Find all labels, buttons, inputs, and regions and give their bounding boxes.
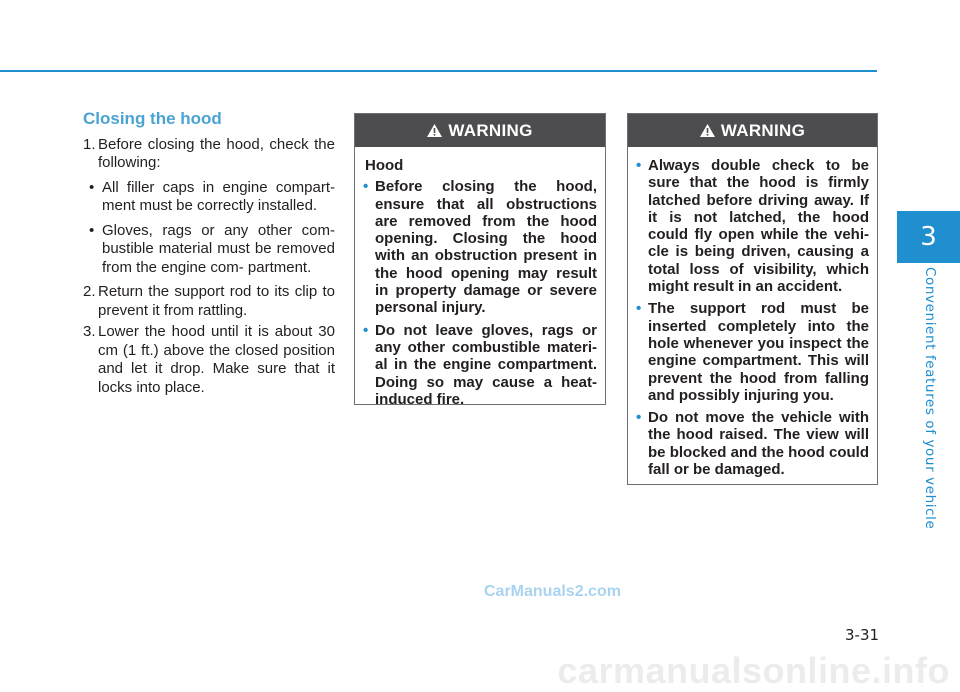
step-number: 1. [83, 135, 96, 153]
warning-triangle-icon [427, 124, 442, 137]
bullet-icon: • [636, 409, 642, 427]
warning-bullet [636, 409, 869, 478]
carmanuals-link[interactable]: CarManuals2.com [484, 583, 621, 600]
substep-text: Gloves, rags or any other com- bustible material must be removed from the engine com- partment. [102, 221, 335, 276]
bullet-icon: • [636, 300, 642, 318]
warning-label: WARNING [448, 120, 533, 140]
step-number: 2. [83, 283, 96, 300]
chapter-title: Convenient features of your vehicle [922, 267, 938, 530]
top-rule [0, 70, 877, 72]
chapter-number-tab: 3 [897, 211, 960, 263]
substep [89, 179, 335, 216]
warning-bullet [363, 322, 597, 408]
step-3 [83, 323, 335, 397]
warning-bullet [636, 157, 869, 295]
warning-label: WARNING [720, 120, 806, 140]
step-number: 3. [83, 323, 96, 340]
step-text: Before closing the hood, check the following: [98, 135, 335, 171]
warning-subheading: Hood [365, 157, 404, 174]
warning-header [355, 114, 605, 147]
section-heading: Closing the hood [83, 109, 222, 128]
bullet-icon: • [89, 221, 95, 239]
warning-bullet-text: Do not move the vehicle with the hood raised. The view will be blocked and the hood could fall or be damaged. [648, 409, 869, 479]
warning-triangle-icon [700, 124, 715, 137]
step-text: Lower the hood until it is about 30 cm (1 ft.) above the closed position and let it drop. Make sure that it locks into place. [98, 323, 335, 396]
warning-header [628, 114, 877, 147]
warning-bullet [636, 300, 869, 404]
warning-box-hood [354, 113, 606, 408]
warning-bullet-text: The support rod must be inserted completely into the hole whenever you inspect the engine compartment. This will prevent the hood from falling and possibly injuring you. [648, 300, 869, 404]
substep [89, 222, 335, 278]
bullet-icon: • [89, 178, 95, 196]
closing-hood-section [83, 110, 335, 400]
bullet-icon: • [363, 178, 369, 196]
warning-bullet-text: Before closing the hood, ensure that all obstructions are removed from the hood opening. Closing the hood with an obstruction present in the hood opening may result in property damage or severe personal injury. [375, 178, 597, 317]
bullet-icon: • [636, 157, 642, 174]
warning-body [628, 147, 877, 491]
warning-bullet [363, 178, 597, 316]
step-1 [83, 136, 335, 173]
substep-text: All filler caps in engine compart- ment must be correctly installed. [102, 178, 335, 214]
bullet-icon: • [363, 321, 369, 339]
step-2 [83, 283, 335, 320]
warning-bullet-text: Do not leave gloves, rags or any other combustible materi- al in the engine compartment. Doing so may cause a heat- induced fire. [375, 321, 597, 408]
warning-body [355, 147, 605, 421]
warning-box-hood-latch [627, 113, 878, 485]
step-text: Return the support rod to its clip to prevent it from rattling. [98, 283, 335, 319]
warning-bullet-text: Always double check to be sure that the hood is firmly latched before driving away. If it is not latched, the hood could fly open while the vehi- cle is being driven, causing a total loss of visibility, which might result in an accident. [648, 157, 869, 296]
watermark: carmanualsonline.info [557, 650, 950, 691]
page-number: 3-31 [845, 626, 880, 644]
